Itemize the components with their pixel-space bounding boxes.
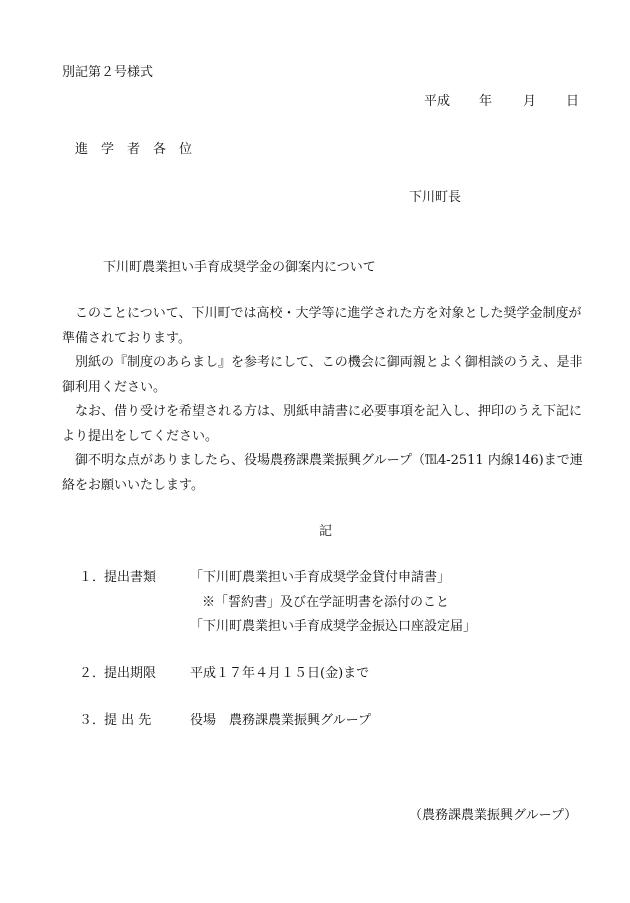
footer-department: （農務課農業振興グループ） (409, 808, 578, 823)
body-paragraph: 御不明な点がありましたら、役場農務課農業振興グループ（℡4-2511 内線146)まで連絡をお願いいたします。 (62, 453, 583, 493)
body-paragraph: なお、借り受けを希望される方は、別紙申請書に必要事項を記入し、押印のうえ下記により提出をしてください。 (62, 404, 583, 444)
date-year: 年 (479, 94, 493, 109)
subject: 下川町農業担い手育成奨学金の御案内について (103, 260, 376, 275)
addressee: 進 学 者 各 位 (75, 142, 193, 157)
item-label: 提 出 先 (104, 713, 152, 728)
item-value: 役場 農務課農業振興グループ (190, 713, 371, 728)
date-era: 平成 (424, 94, 451, 109)
item-number: ２． (79, 666, 106, 681)
form-id: 別記第２号様式 (62, 65, 154, 80)
item-label: 提出期限 (104, 666, 157, 681)
body-paragraph: このことについて、下川町では高校・大学等に進学された方を対象とした奨学金制度が準備されております。 (62, 306, 582, 346)
sender: 下川町長 (409, 190, 462, 205)
body-text (62, 302, 594, 498)
item-label: 提出書類 (104, 570, 157, 585)
date-month: 月 (523, 94, 537, 109)
body-paragraph: 別紙の『制度のあらまし』を参考にして、この機会に御両親とよく御相談のうえ、是非御利用ください。 (62, 355, 583, 395)
item-note: ※「誓約書」及び在学証明書を添付のこと (202, 595, 450, 610)
item-number: １． (79, 570, 106, 585)
item-number: ３． (79, 713, 106, 728)
item-value: 「下川町農業担い手育成奨学金振込口座設定届」 (190, 619, 477, 634)
ki-heading: 記 (319, 524, 333, 539)
item-value: 「下川町農業担い手育成奨学金貸付申請書」 (190, 570, 451, 585)
date-day: 日 (566, 94, 580, 109)
item-value: 平成１７年４月１５日(金)まで (190, 666, 370, 681)
